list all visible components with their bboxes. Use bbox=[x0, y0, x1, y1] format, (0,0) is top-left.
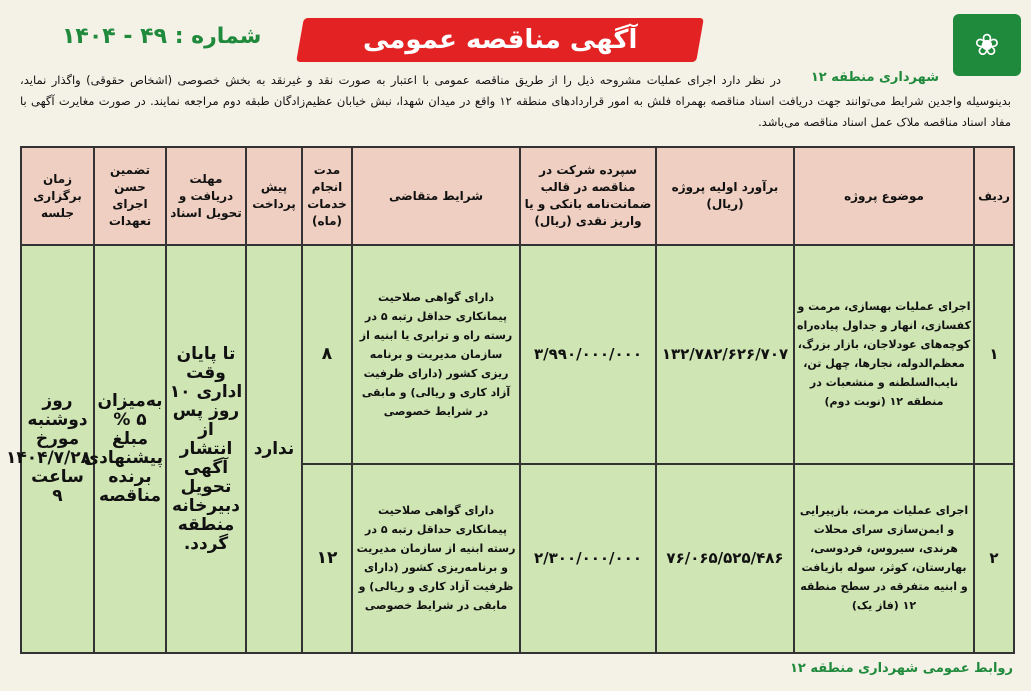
table-row bbox=[21, 245, 1014, 464]
col-header-prepayment: پیش پرداخت bbox=[246, 147, 302, 245]
applicant-conditions: دارای گواهی صلاحیت پیمانکاری حداقل رتبه ۵ در رسته ابنیه از سازمان مدیریت و برنامه‌ریزی کشور (دارای ظرفیت آزاد کاری و ریالی) و مابقی در شرایط خصوصی bbox=[352, 464, 520, 653]
col-header-deposit: سپرده شرکت در مناقصه در قالب ضمانت‌نامه بانکی و یا واریز نقدی (ریال) bbox=[520, 147, 656, 245]
project-deposit: ۲/۳۰۰/۰۰۰/۰۰۰ bbox=[520, 464, 656, 653]
col-header-guarantee: تضمین حسن اجرای تعهدات bbox=[94, 147, 166, 245]
col-header-conditions: شرایط متقاضی bbox=[352, 147, 520, 245]
project-estimate: ۷۶/۰۶۵/۵۲۵/۴۸۶ bbox=[656, 464, 794, 653]
project-subject: اجرای عملیات بهسازی، مرمت و کفسازی، انهار و جداول پیاده‌راه کوچه‌های عودلاجان، بازار بزرگ، معظم‌الدوله، نجارها، چهل تن، نایب‌السلطنه و منشعبات در منطقه ۱۲ (نوبت دوم) bbox=[794, 245, 974, 464]
col-header-subject: موضوع پروژه bbox=[794, 147, 974, 245]
project-estimate: ۱۳۲/۷۸۲/۶۲۶/۷۰۷ bbox=[656, 245, 794, 464]
col-header-estimate: برآورد اولیه پروژه (ریال) bbox=[656, 147, 794, 245]
row-number: ۲ bbox=[974, 464, 1014, 653]
notice-title: آگهی مناقصه عمومی bbox=[296, 18, 704, 62]
logo-icon: ❀ bbox=[953, 14, 1021, 76]
tender-table bbox=[5, 146, 1015, 654]
document-deadline: تا پایان وقت اداری ۱۰ روز پس از انتشار آگهی تحویل دبیرخانه منطقه گردد. bbox=[166, 245, 246, 653]
footer-public-relations: روابط عمومی شهرداری منطقه ۱۲ bbox=[790, 661, 1013, 676]
applicant-conditions: دارای گواهی صلاحیت پیمانکاری حداقل رتبه ۵ در رسته راه و ترابری یا ابنیه از سازمان مدیریت و برنامه ریزی کشور (دارای ظرفیت آزاد کاری و ریالی) و مابقی در شرایط خصوصی bbox=[352, 245, 520, 464]
col-header-deadline: مهلت دریافت و تحویل اسناد bbox=[166, 147, 246, 245]
row-number: ۱ bbox=[974, 245, 1014, 464]
project-subject: اجرای عملیات مرمت، بازپیرایی و ایمن‌سازی سرای محلات هرندی، سیروس، فردوسی، بهارستان، کوثر، سوله بازیافت و ابنیه متفرقه در سطح منطقه ۱۲ (فاز یک) bbox=[794, 464, 974, 653]
notice-number: شماره : ۴۹ - ۱۴۰۴ bbox=[62, 24, 262, 49]
project-deposit: ۳/۹۹۰/۰۰۰/۰۰۰ bbox=[520, 245, 656, 464]
service-duration: ۱۲ bbox=[302, 464, 352, 653]
intro-paragraph: در نظر دارد اجرای عملیات مشروحه ذیل را از طریق مناقصه عمومی با اعتبار به صورت نقد و غیرنقد به بخش خصوصی (اشخاص حقوقی) واگذار نماید، بدینوسیله واجدین شرایط می‌توانند جهت دریافت اسناد مناقصه بهمراه فلش به امور قراردادهای منطقه ۱۲ واقع در میدان شهدا، نبش خیابان عظیم‌زادگان طبقه دوم مراجعه نمایند. در صورت مغایرت آگهی با مفاد اسناد مناقصه ملاک عمل اسناد مناقصه می‌باشد. bbox=[20, 73, 1011, 129]
col-header-row: ردیف bbox=[974, 147, 1014, 245]
prepayment: ندارد bbox=[246, 245, 302, 653]
issuer-name: شهرداری منطقه ۱۲ bbox=[810, 70, 939, 85]
performance-guarantee: به‌میزان ۵ % مبلغ پیشنهادی برنده مناقصه bbox=[94, 245, 166, 653]
col-header-meeting: زمان برگزاری جلسه bbox=[21, 147, 94, 245]
service-duration: ۸ bbox=[302, 245, 352, 464]
col-header-duration: مدت انجام خدمات (ماه) bbox=[302, 147, 352, 245]
meeting-time: روز دوشنبه مورخ ۱۴۰۴/۷/۲۸ ساعت ۹ bbox=[21, 245, 94, 653]
table-header-row bbox=[21, 147, 1014, 245]
